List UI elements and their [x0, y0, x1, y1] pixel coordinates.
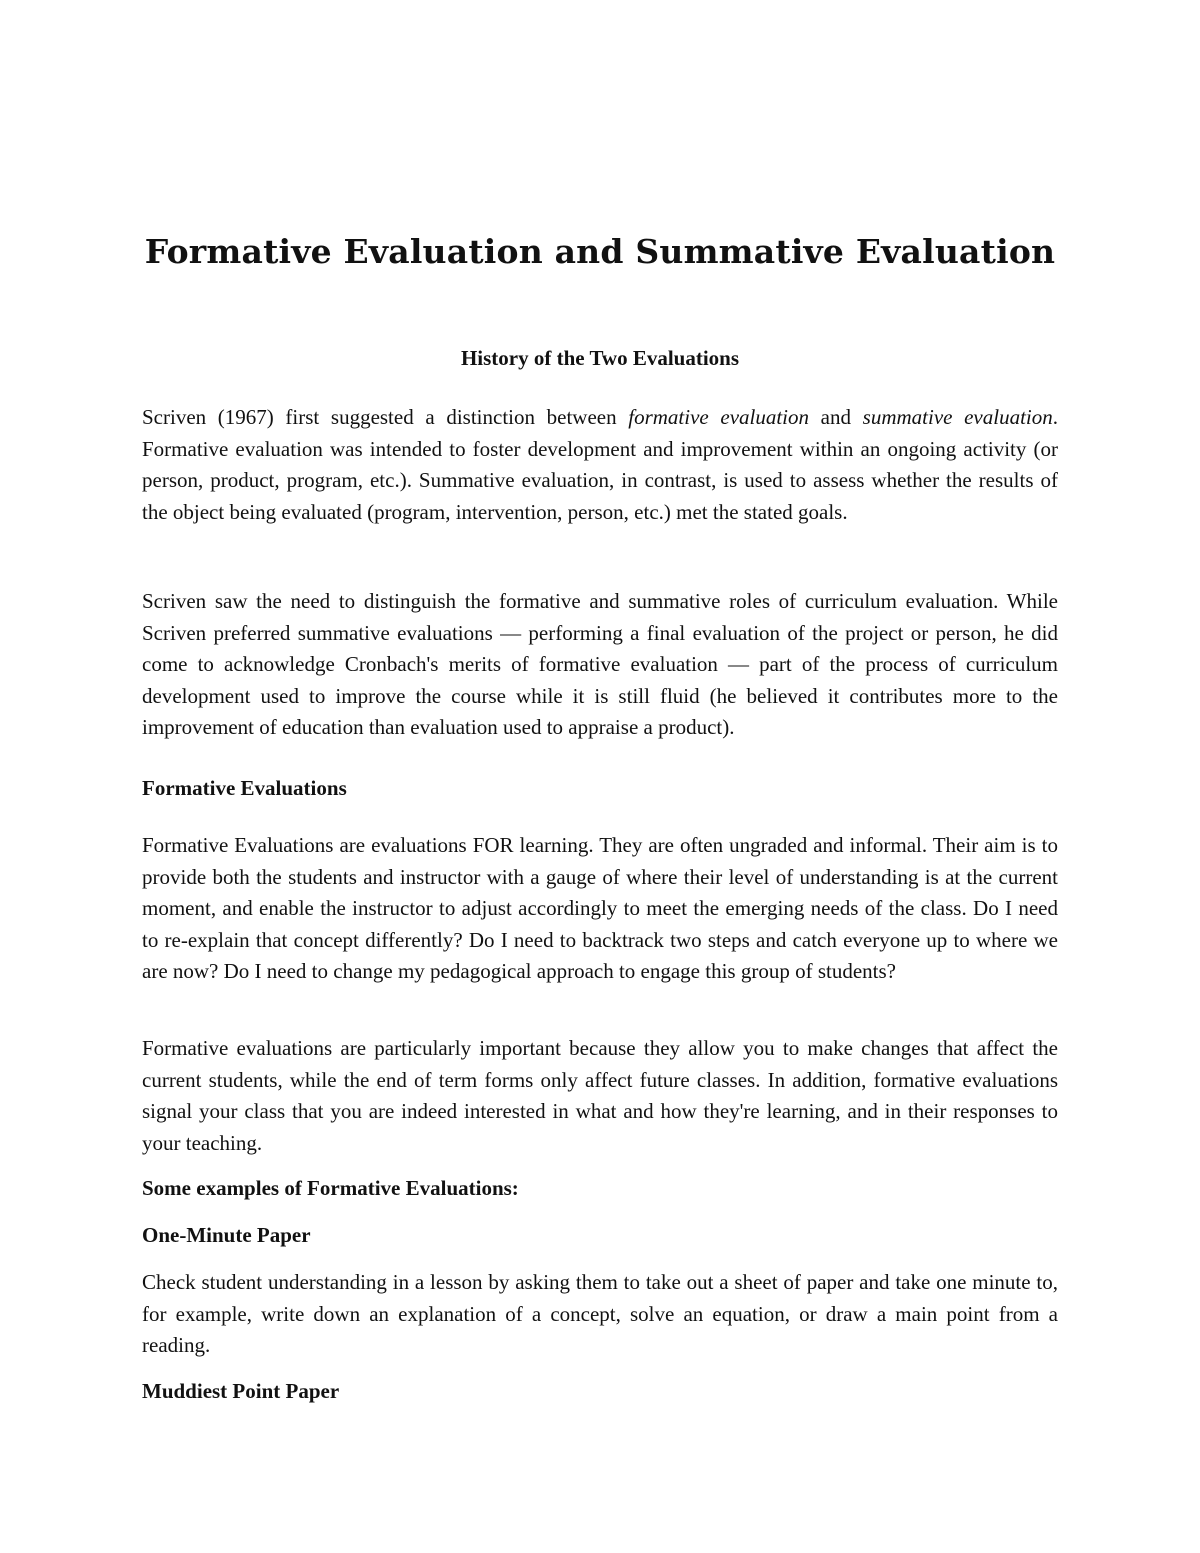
para2-text: Scriven saw the need to distinguish the formative and summative roles of curriculum evaluation. While Scriven preferred summative evaluations — performing a final evaluation of the project or person, he did come to acknowledge Cronbach's merits of formative evaluation — part of the process of curriculum development used to improve the course while it is still fluid (he believed it contributes more to the improvement of education than evaluation used to appraise a product). — [142, 589, 1058, 739]
document-title: Formative Evaluation and Summative Evaluation — [144, 232, 1056, 271]
formative-paragraph-1 — [142, 830, 1058, 988]
examples-heading: Some examples of Formative Evaluations: — [142, 1176, 519, 1200]
term-summative-evaluation: summative evaluation — [862, 405, 1053, 429]
term-formative-evaluation: formative evaluation — [628, 405, 810, 429]
examples-heading-block — [142, 1173, 1058, 1205]
para3-text: Formative Evaluations are evaluations FOR learning. They are often ungraded and informal. Their aim is to provide both the students and instructor with a gauge of where their level of understanding is at the current moment, and enable the instructor to adjust accordingly to meet the emerging needs of the class. Do I need to re-explain that concept differently? Do I need to backtrack two steps and catch everyone up to where we are now? Do I need to change my pedagogical approach to engage this group of students? — [142, 833, 1058, 983]
formative-paragraph-2 — [142, 1033, 1058, 1159]
muddiest-point-paper-heading: Muddiest Point Paper — [142, 1379, 340, 1403]
muddiest-heading-block — [142, 1376, 1058, 1408]
one-minute-paper-heading: One-Minute Paper — [142, 1223, 311, 1247]
one-minute-paragraph — [142, 1267, 1058, 1362]
one-minute-heading-block — [142, 1220, 1058, 1252]
para1-and: and — [809, 405, 863, 429]
history-heading: History of the Two Evaluations — [460, 346, 740, 370]
formative-heading-block — [142, 773, 1058, 805]
para5-text: Check student understanding in a lesson by asking them to take out a sheet of paper and take one minute to, for example, write down an explanation of a concept, solve an equation, or draw a main point from a reading. — [142, 1270, 1058, 1357]
formative-evaluations-heading: Formative Evaluations — [142, 776, 347, 800]
para1-rest: . Formative evaluation was intended to foster development and improvement within an ongoing activity (or person, product, program, etc.). Summative evaluation, in contrast, is used to assess whether the results of the object being evaluated (program, intervention, person, etc.) met the stated goals. — [142, 405, 1058, 524]
para4-text: Formative evaluations are particularly important because they allow you to make changes that affect the current students, while the end of term forms only affect future classes. In addition, formative evaluations signal your class that you are indeed interested in what and how they're learning, and in their responses to your teaching. — [142, 1036, 1058, 1155]
history-paragraph-1 — [142, 402, 1058, 528]
history-paragraph-2 — [142, 586, 1058, 744]
para1-lead: Scriven (1967) first suggested a distinction between — [142, 405, 629, 429]
